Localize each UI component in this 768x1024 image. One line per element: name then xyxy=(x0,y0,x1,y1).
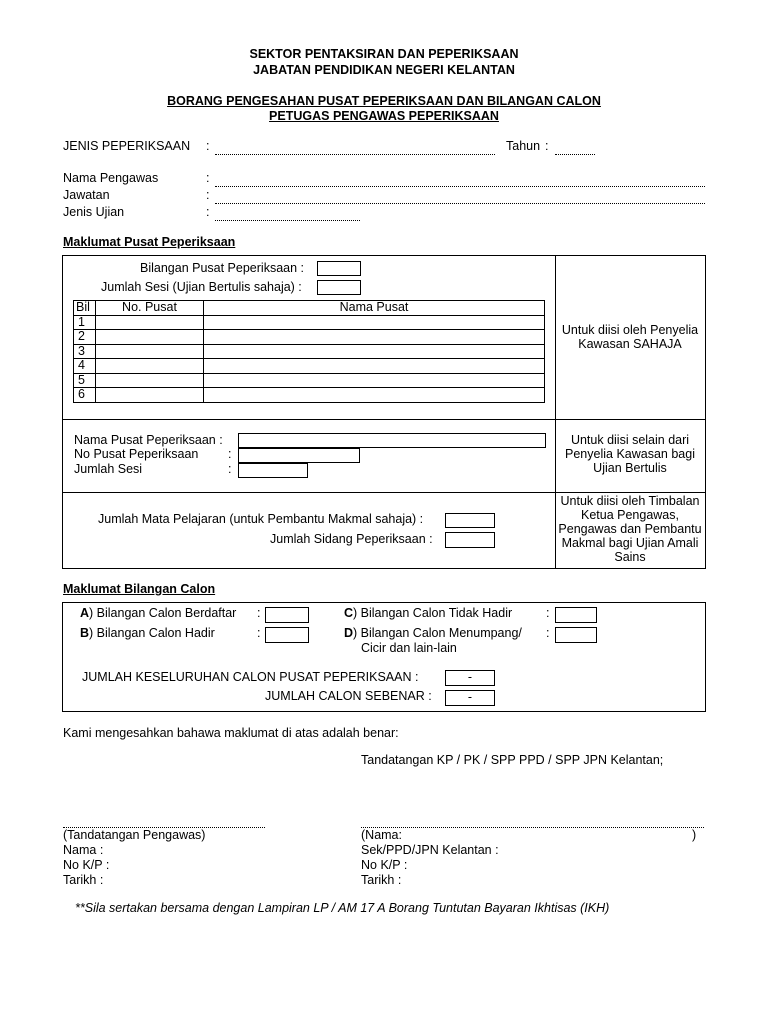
nama-pusat-label: Nama Pusat Peperiksaan : xyxy=(74,433,223,447)
header-line1: SEKTOR PENTAKSIRAN DAN PEPERIKSAAN xyxy=(249,47,519,61)
colon: : xyxy=(206,205,210,219)
item-c-letter: C xyxy=(344,606,354,620)
colon: : xyxy=(228,447,232,461)
no-pusat-cell[interactable] xyxy=(96,373,204,388)
item-d-letter: D xyxy=(344,626,354,640)
note-selain-penyelia: Untuk diisi selain dari Penyelia Kawasan bagi Ujian Bertulis xyxy=(565,433,695,475)
no-pusat-cell[interactable] xyxy=(96,330,204,345)
pengawas-nokp-label: No K/P : xyxy=(63,858,110,872)
item-a-label: ) Bilangan Calon Berdaftar xyxy=(89,606,237,620)
col-no-pusat: No. Pusat xyxy=(96,301,204,316)
table-row xyxy=(74,344,545,359)
tandatangan-kp-label: Tandatangan KP / PK / SPP PPD / SPP JPN Kelantan; xyxy=(361,753,664,767)
jumlah-keseluruhan-box: - xyxy=(445,670,495,686)
item-d-label-2: Cicir dan lain-lain xyxy=(361,641,457,655)
item-b-label: ) Bilangan Calon Hadir xyxy=(89,626,215,640)
col-nama-pusat: Nama Pusat xyxy=(204,301,545,316)
pusat-table xyxy=(73,300,545,403)
colon: : xyxy=(546,606,550,620)
kp-nokp-label: No K/P : xyxy=(361,858,408,872)
jumlah-sebenar-box: - xyxy=(445,690,495,706)
item-d-label-1: ) Bilangan Calon Menumpang/ xyxy=(353,626,522,640)
jenis-peperiksaan-field[interactable] xyxy=(215,154,495,155)
item-a xyxy=(80,606,236,620)
row-number: 6 xyxy=(74,388,96,403)
bilangan-pusat-box[interactable] xyxy=(317,261,361,276)
kp-nama-close: ) xyxy=(692,828,697,842)
row-number: 4 xyxy=(74,359,96,374)
jawatan-field[interactable] xyxy=(215,203,705,204)
calon-hadir-box[interactable] xyxy=(265,627,309,643)
colon: : xyxy=(206,188,210,202)
jumlah-sidang-box[interactable] xyxy=(445,532,495,548)
pengawas-tarikh-label: Tarikh : xyxy=(63,873,104,887)
kp-tarikh-label: Tarikh : xyxy=(361,873,402,887)
table-row xyxy=(74,388,545,403)
jumlah-keseluruhan-label: JUMLAH KESELURUHAN CALON PUSAT PEPERIKSAAN : xyxy=(82,670,419,684)
nama-pengawas-label: Nama Pengawas xyxy=(63,171,159,185)
item-a-letter: A xyxy=(80,606,90,620)
table-header-row xyxy=(74,301,545,316)
tandatangan-pengawas-label: (Tandatangan Pengawas) xyxy=(63,828,206,842)
footer-note: **Sila sertakan bersama dengan Lampiran LP / AM 17 A Borang Tuntutan Bayaran Ikhtisas (IKH) xyxy=(75,901,610,915)
tahun-label: Tahun xyxy=(506,139,541,153)
note-timbalan-ketua: Untuk diisi oleh Timbalan Ketua Pengawas, Pengawas dan Pembantu Makmal bagi Ujian Amali Sains xyxy=(558,494,702,564)
colon: : xyxy=(257,626,261,640)
colon: : xyxy=(257,606,261,620)
calon-tidak-hadir-box[interactable] xyxy=(555,607,597,623)
row-number: 5 xyxy=(74,373,96,388)
pengawas-nama-label: Nama : xyxy=(63,843,104,857)
divider xyxy=(62,419,705,420)
colon: : xyxy=(206,139,210,153)
jenis-peperiksaan-label: JENIS PEPERIKSAAN xyxy=(63,139,191,153)
bilangan-pusat-label: Bilangan Pusat Peperiksaan : xyxy=(140,261,304,275)
jenis-ujian-field[interactable] xyxy=(215,220,360,221)
kp-nama-label: (Nama: xyxy=(361,828,402,842)
item-c-label: ) Bilangan Calon Tidak Hadir xyxy=(353,606,513,620)
item-c xyxy=(344,606,512,620)
calon-menumpang-box[interactable] xyxy=(555,627,597,643)
note-penyelia-kawasan: Untuk diisi oleh Penyelia Kawasan SAHAJA xyxy=(561,323,699,351)
jumlah-sesi-box[interactable] xyxy=(238,463,308,478)
row-number: 3 xyxy=(74,344,96,359)
jumlah-mata-pelajaran-label: Jumlah Mata Pelajaran (untuk Pembantu Makmal sahaja) : xyxy=(98,512,424,526)
col-bil: Bil xyxy=(74,301,96,316)
colon: : xyxy=(228,462,232,476)
nama-pusat-cell[interactable] xyxy=(204,359,545,374)
item-b xyxy=(80,626,215,640)
row-number: 1 xyxy=(74,315,96,330)
tahun-field[interactable] xyxy=(555,154,595,155)
nama-pusat-cell[interactable] xyxy=(204,388,545,403)
row-number: 2 xyxy=(74,330,96,345)
jawatan-label: Jawatan xyxy=(63,188,110,202)
no-pusat-label: No Pusat Peperiksaan xyxy=(74,447,199,461)
item-d xyxy=(344,626,522,640)
nama-pusat-cell[interactable] xyxy=(204,344,545,359)
colon: : xyxy=(206,171,210,185)
jumlah-sebenar-label: JUMLAH CALON SEBENAR : xyxy=(265,689,432,703)
kp-sek-label: Sek/PPD/JPN Kelantan : xyxy=(361,843,499,857)
colon: : xyxy=(545,139,549,153)
confirm-statement: Kami mengesahkan bahawa maklumat di atas adalah benar: xyxy=(63,726,399,740)
jumlah-sesi-bertulis-box[interactable] xyxy=(317,280,361,295)
nama-pengawas-field[interactable] xyxy=(215,186,705,187)
table-row xyxy=(74,330,545,345)
no-pusat-cell[interactable] xyxy=(96,388,204,403)
jenis-ujian-label: Jenis Ujian xyxy=(63,205,125,219)
nama-pusat-cell[interactable] xyxy=(204,315,545,330)
calon-berdaftar-box[interactable] xyxy=(265,607,309,623)
jumlah-sidang-label: Jumlah Sidang Peperiksaan : xyxy=(270,532,433,546)
colon: : xyxy=(546,626,550,640)
calon-section-heading: Maklumat Bilangan Calon xyxy=(63,582,216,596)
table-row xyxy=(74,373,545,388)
no-pusat-box[interactable] xyxy=(238,448,360,463)
jumlah-sesi-label: Jumlah Sesi xyxy=(74,462,143,476)
table-row xyxy=(74,359,545,374)
signature-line-kp[interactable] xyxy=(361,827,704,828)
no-pusat-cell[interactable] xyxy=(96,359,204,374)
nama-pusat-cell[interactable] xyxy=(204,373,545,388)
header-line2: JABATAN PENDIDIKAN NEGERI KELANTAN xyxy=(253,63,515,77)
nama-pusat-box[interactable] xyxy=(238,433,546,448)
no-pusat-cell[interactable] xyxy=(96,344,204,359)
jumlah-mata-pelajaran-box[interactable] xyxy=(445,513,495,528)
item-b-letter: B xyxy=(80,626,90,640)
form-title-1: BORANG PENGESAHAN PUSAT PEPERIKSAAN DAN BILANGAN CALON xyxy=(167,94,601,108)
pusat-section-heading: Maklumat Pusat Peperiksaan xyxy=(63,235,236,249)
divider xyxy=(62,492,705,493)
no-pusat-cell[interactable] xyxy=(96,315,204,330)
form-title-2: PETUGAS PENGAWAS PEPERIKSAAN xyxy=(269,109,499,123)
table-row xyxy=(74,315,545,330)
jumlah-sesi-bertulis-label: Jumlah Sesi (Ujian Bertulis sahaja) : xyxy=(101,280,302,294)
nama-pusat-cell[interactable] xyxy=(204,330,545,345)
